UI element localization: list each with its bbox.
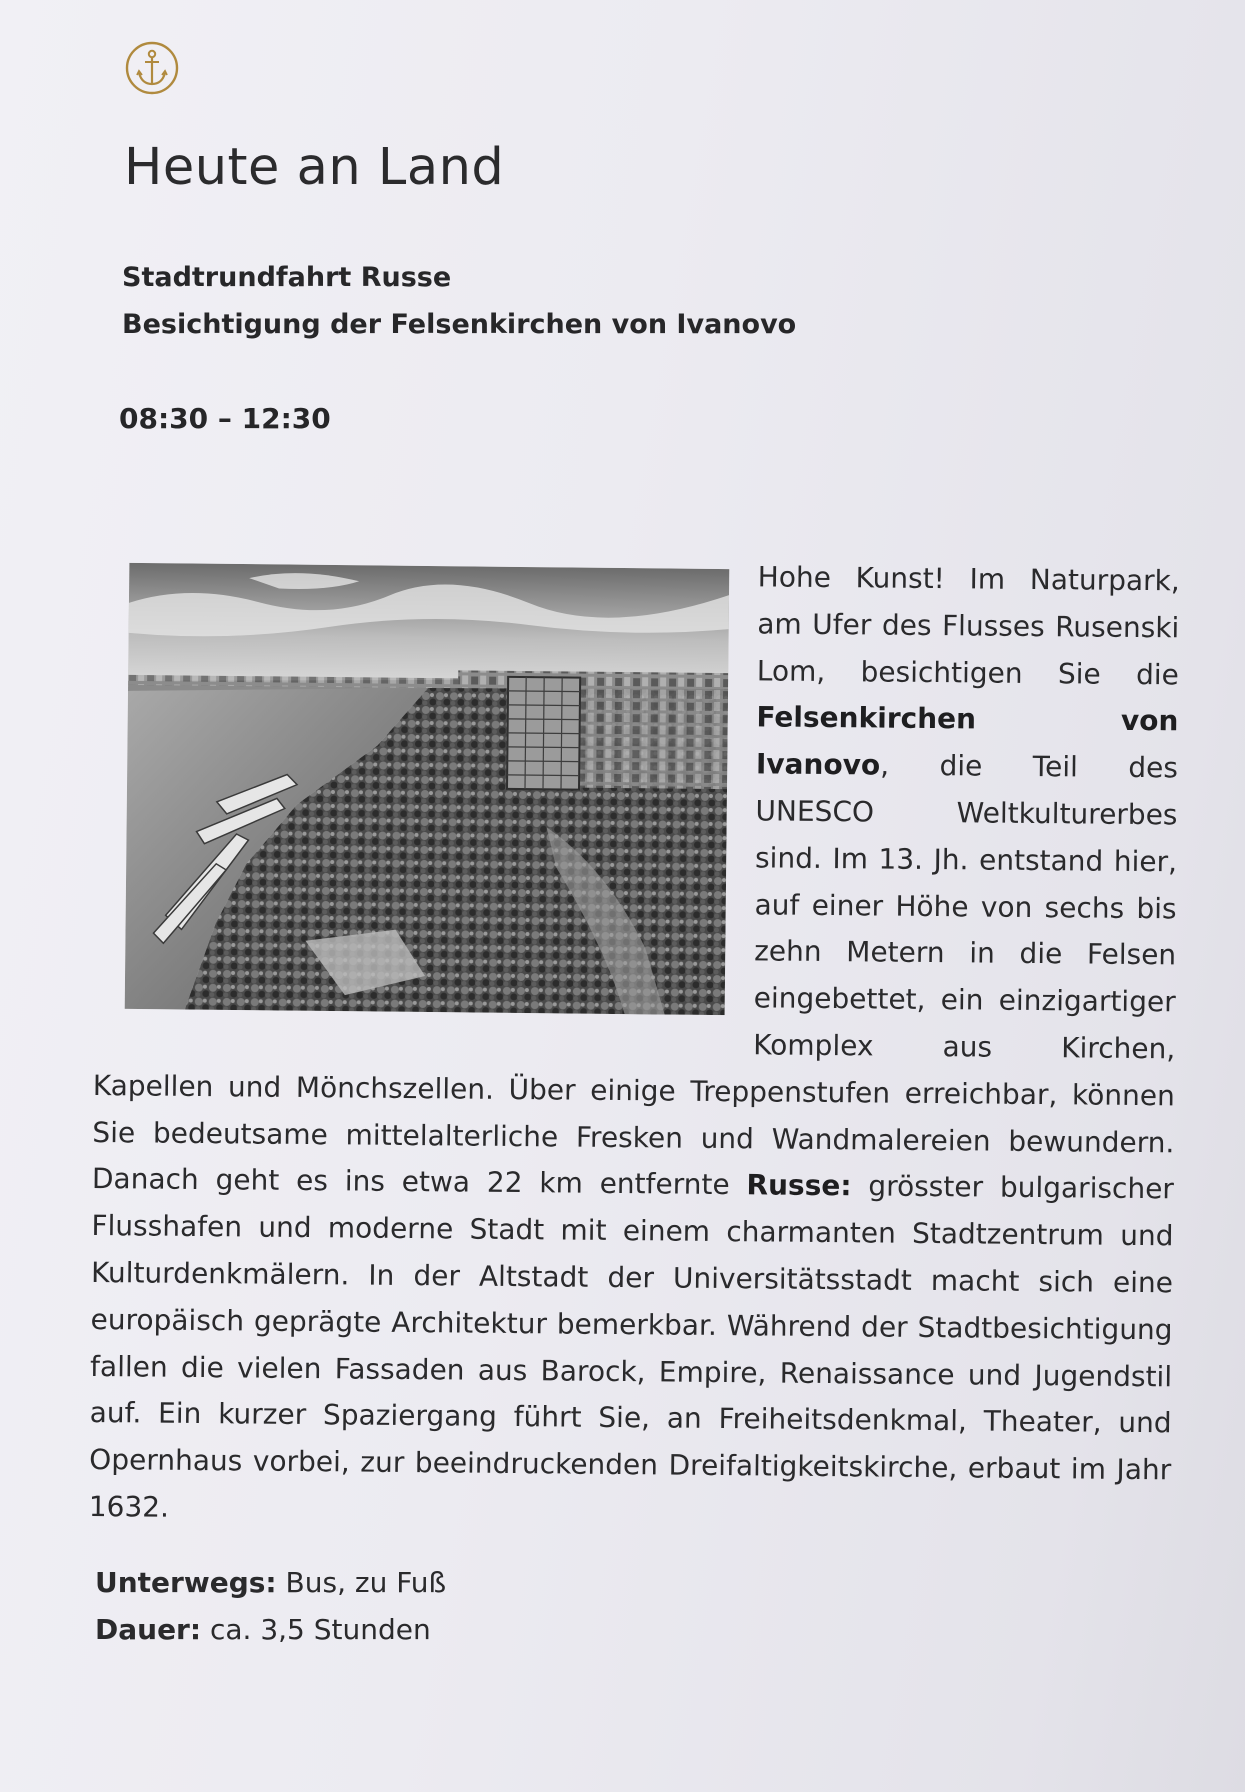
tour-subtitle: Stadtrundfahrt Russe (122, 262, 452, 293)
highlight-felsenkirchen: Felsenkirchen von Ivanovo (755, 700, 1179, 782)
anchor-icon (124, 40, 180, 96)
transport-label: Unterwegs: (95, 1566, 277, 1599)
transport-info (95, 1566, 446, 1599)
description-end: grösster bulgarischer Flusshafen und moderne Stadt mit einem charmanten Stadtzentrum und Kulturdenkmälern. In der Altstadt der Universitätsstadt macht sich eine europäisch geprägte Architektur bemerkbar. Während der Stadtbesichtigung fallen die vielen Fassaden aus Barock, Empire, Renaissance und Jugendstil auf. Ein kurzer Spaziergang führt Sie, an Freiheitsdenkmal, Theater, und Opernhaus vorbei, zur beeindruckenden Dreifaltigkeitskirche, erbaut im Jahr 1632. (88, 1169, 1175, 1524)
city-photo (125, 563, 730, 1015)
transport-value: Bus, zu Fuß (276, 1566, 447, 1599)
description-middle: , die Teil des UNESCO Weltkulturerbes sind. Im 13. Jh. entstand hier, auf einer Höhe von sechs bis zehn Metern in die Felsen eingebettet, ein einzigartiger Komplex aus Kirchen, Kapellen und Mönchszellen. Über einige Treppenstufen erreichbar, können Sie bedeutsame mittelalterliche Fresken und Wandmalereien bewundern. Danach geht es ins etwa 22 km entfernte (91, 748, 1179, 1202)
tour-time: 08:30 – 12:30 (119, 402, 331, 435)
duration-value: ca. 3,5 Stunden (201, 1613, 431, 1646)
page-title: Heute an Land (124, 138, 505, 197)
description-intro: Hohe Kunst! Im Naturpark, am Ufer des Flusses Rusenski Lom, besichtigen Sie die (756, 560, 1180, 691)
highlight-russe: Russe: (746, 1168, 852, 1203)
duration-info (95, 1613, 431, 1646)
duration-label: Dauer: (95, 1613, 202, 1646)
tour-subtitle: Besichtigung der Felsenkirchen von Ivanovo (122, 309, 797, 340)
